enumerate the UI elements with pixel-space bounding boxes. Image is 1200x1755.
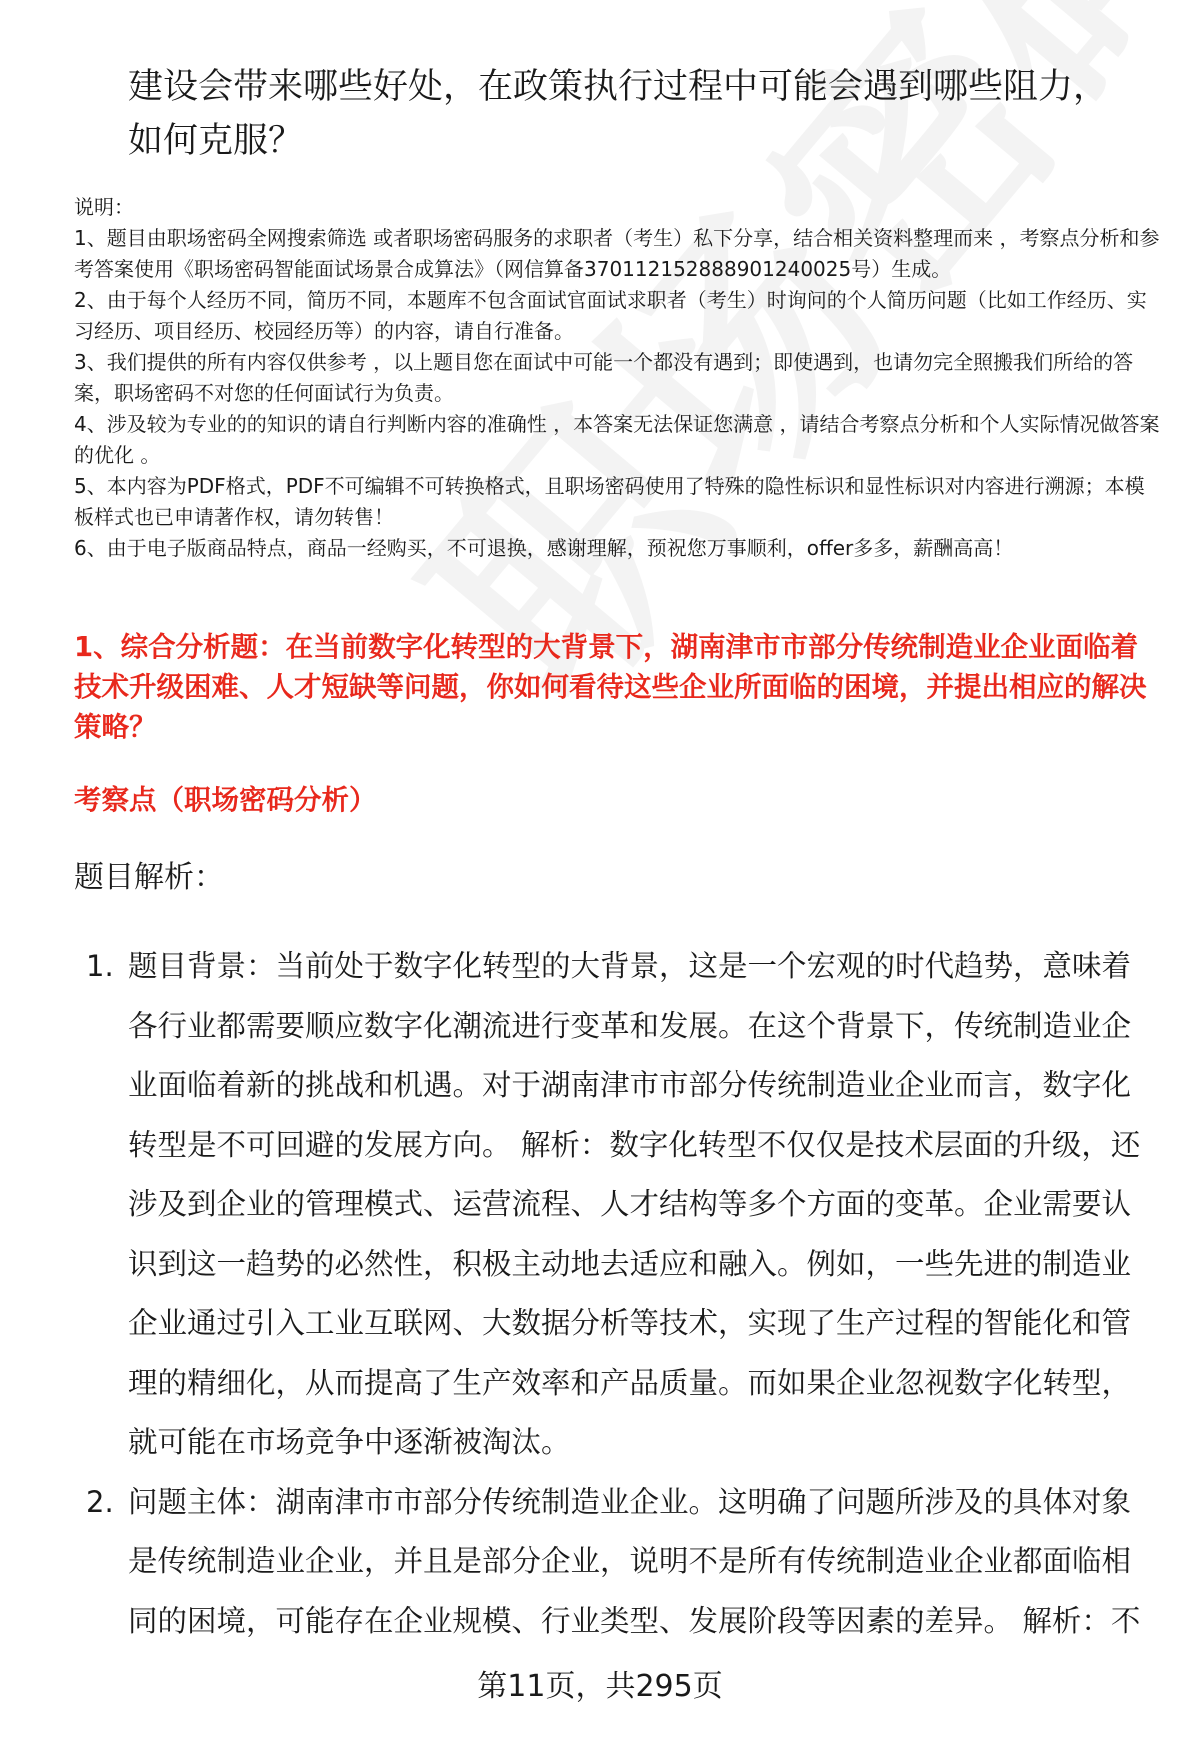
list-item-text: 题目背景：当前处于数字化转型的大背景，这是一个宏观的时代趋势，意味着各行业都需要顺应数字化潮流进行变革和发展。在这个背景下，传统制造业企业面临着新的挑战和机遇。对于湖南津市市部分传统制造业企业而言，数字化转型是不可回避的发展方向。 解析：数字化转型不仅仅是技术层面的升级，还涉及到企业的管理模式、运营流程、人才结构等多个方面的变革。企业需要认识到这一趋势的必然性，积极主动地去适应和融入。例如，一些先进的制造业企业通过引入工业互联网、大数据分析等技术，实现了生产过程的智能化和管理的精细化，从而提高了生产效率和产品质量。而如果企业忽视数字化转型，就可能在市场竞争中逐渐被淘汰。 <box>128 949 1141 1459</box>
list-item <box>74 937 1154 1473</box>
notes-item: 3、我们提供的所有内容仅供参考 ，以上题目您在面试中可能一个都没有遇到；即使遇到，也请勿完全照搬我们所给的答案，职场密码不对您的任何面试行为负责。 <box>74 350 1134 405</box>
list-item <box>74 1473 1154 1652</box>
analysis-list <box>74 937 1154 1651</box>
list-item-text: 问题主体：湖南津市市部分传统制造业企业。这明确了问题所涉及的具体对象是传统制造业企业，并且是部分企业，说明不是所有传统制造业企业都面临相同的困境，可能存在企业规模、行业类型、发展阶段等因素的差异。 解析：不 <box>128 1484 1141 1638</box>
notes-item: 2、由于每个人经历不同，简历不同，本题库不包含面试官面试求职者（考生）时询问的个人简历问题（比如工作经历、实习经历、项目经历、校园经历等）的内容，请自行准备。 <box>74 288 1147 343</box>
notes-item: 5、本内容为PDF格式，PDF不可编辑不可转换格式，且职场密码使用了特殊的隐性标识和显性标识对内容进行溯源；本模板样式也已申请著作权，请勿转售！ <box>74 474 1145 529</box>
list-item-number: 2. <box>86 1484 114 1519</box>
notes-item: 6、由于电子版商品特点，商品一经购买，不可退换，感谢理解，预祝您万事顺利，offer多多，薪酬高高！ <box>74 536 1014 560</box>
page-footer: 第11页，共295页 <box>477 1669 723 1704</box>
notes-section <box>74 192 1164 564</box>
notes-item: 1、题目由职场密码全网搜索筛选 或者职场密码服务的求职者（考生）私下分享，结合相关资料整理而来 ，考察点分析和参考答案使用《职场密码智能面试场景合成算法》（网信算备370112152888901240025号）生成。 <box>74 226 1160 281</box>
question-title: 1、综合分析题：在当前数字化转型的大背景下，湖南津市市部分传统制造业企业面临着技术升级困难、人才短缺等问题，你如何看待这些企业所面临的困境，并提出相应的解决策略？ <box>74 631 1147 743</box>
focus-heading: 考察点（职场密码分析） <box>74 784 377 816</box>
analysis-label: 题目解析： <box>74 860 224 895</box>
notes-heading: 说明： <box>74 195 134 219</box>
notes-item: 4、涉及较为专业的的知识的请自行判断内容的准确性 ，本答案无法保证您满意 ，请结合考察点分析和个人实际情况做答案的优化 。 <box>74 412 1160 467</box>
list-item-number: 1. <box>86 949 114 983</box>
top-question-fragment: 建设会带来哪些好处，在政策执行过程中可能会遇到哪些阻力，如何克服？ <box>128 67 1109 161</box>
